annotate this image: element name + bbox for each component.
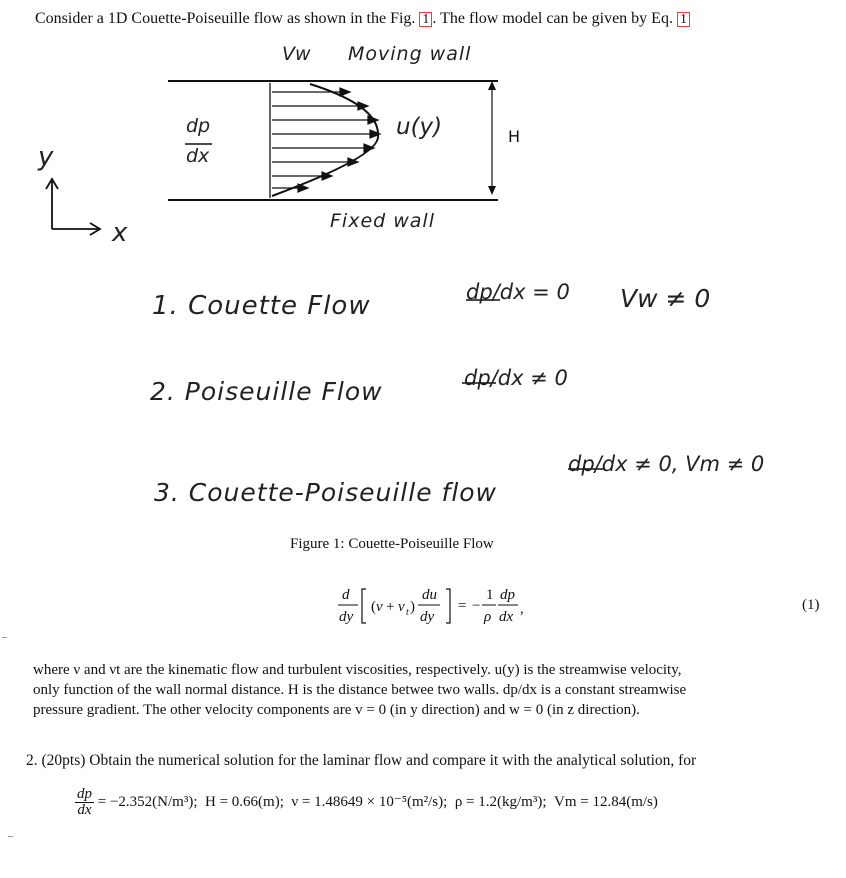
figure-reference-link[interactable]: 1 (419, 12, 432, 27)
description-line-3: pressure gradient. The other velocity components are v = 0 (in y direction) and w = 0 (in z direction). (33, 702, 640, 718)
case3-condition: dp/dx ≠ 0, Vm ≠ 0 (568, 452, 765, 476)
given-dpdx: = −2.352(N/m³); (97, 793, 198, 810)
intro-text-b: . The flow model can be given by Eq. (432, 10, 673, 27)
dpdx-fraction: $\frac{dp}{dx}$ (77, 786, 92, 818)
given-density: ρ = 1.2(kg/m³); (454, 793, 547, 810)
description-line-2: only function of the wall normal distance. H is the distance betwee two walls. dp/dx is a constant streamwise (33, 682, 687, 698)
svg-text:dx: dx (499, 609, 514, 625)
height-arrow-bottom (488, 186, 496, 195)
case1-condition: dp/dx = 0 (466, 280, 570, 304)
case1-label: 1. Couette Flow (152, 291, 371, 321)
height-label: H (508, 127, 521, 146)
svg-text:t: t (406, 607, 409, 618)
svg-text:dp: dp (500, 587, 515, 603)
case2-label: 2. Poiseuille Flow (150, 377, 383, 406)
description-line-1: where ν and νt are the kinematic flow and turbulent viscosities, respectively. u(y) is the streamwise velocity, (33, 662, 682, 678)
question-statement: 2. (20pts) Obtain the numerical solution for the laminar flow and compare it with the analytical solution, for (26, 752, 697, 769)
equation-number: (1) (802, 597, 820, 613)
description-paragraph (33, 660, 828, 720)
given-values (75, 787, 658, 818)
given-wall-velocity: Vm = 12.84(m/s) (554, 793, 658, 810)
equation-reference-link[interactable]: 1 (677, 12, 690, 27)
y-axis-label: y (38, 142, 54, 172)
moving-wall-label: Moving wall (348, 43, 472, 65)
case3-label: 3. Couette-Poiseuille flow (154, 478, 498, 507)
svg-text:): ) (410, 599, 415, 615)
velocity-function-label: u(y) (396, 114, 443, 140)
given-height: H = 0.66(m); (205, 793, 284, 810)
height-arrow-top (488, 81, 496, 90)
fixed-wall-label: Fixed wall (330, 210, 435, 232)
velocity-arrows (272, 88, 380, 192)
svg-text:d: d (342, 587, 350, 603)
x-axis-label: x (112, 218, 128, 248)
svg-text:dy: dy (420, 609, 435, 625)
equation-rendering (338, 583, 598, 629)
svg-text:=: = (458, 598, 467, 614)
intro-text-a: Consider a 1D Couette-Poiseuille flow as shown in the Fig. (35, 10, 416, 27)
svg-text:,: , (520, 601, 524, 617)
svg-text:1: 1 (486, 587, 494, 603)
governing-equation (338, 583, 598, 629)
svg-text:dy: dy (339, 609, 354, 625)
svg-text:(: ( (371, 599, 376, 615)
svg-text:ρ: ρ (484, 609, 492, 625)
intro-sentence (35, 10, 690, 28)
margin-mark-1 (2, 637, 7, 638)
case2-condition: dp/dx ≠ 0 (464, 366, 568, 390)
dp-label: dp (186, 115, 211, 137)
figure-caption: Figure 1: Couette-Poiseuille Flow (290, 536, 494, 552)
svg-text:ν: ν (376, 599, 383, 615)
svg-text:−: − (472, 598, 481, 614)
margin-mark-2 (8, 836, 13, 837)
wall-velocity-label: Vw (282, 43, 311, 65)
svg-text:ν: ν (398, 599, 405, 615)
svg-text:du: du (422, 587, 437, 603)
dx-label: dx (186, 145, 210, 167)
given-viscosity: ν = 1.48649 × 10⁻⁵(m²/s); (291, 793, 448, 810)
svg-text:+: + (386, 599, 395, 615)
case1-condition-wall: Vw ≠ 0 (620, 284, 711, 313)
